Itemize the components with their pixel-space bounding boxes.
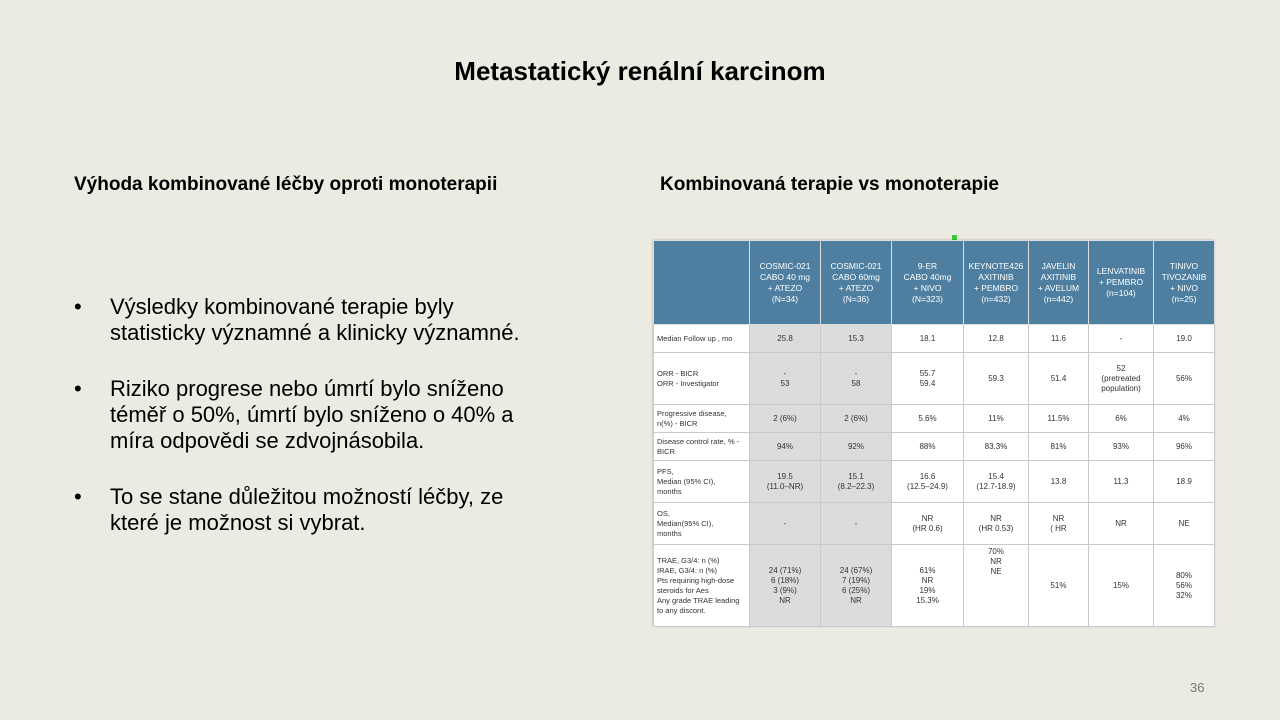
comparison-table [653, 240, 1215, 627]
table-cell: 51.4 [1029, 353, 1089, 405]
table-cell: - [750, 503, 821, 545]
table-cell: 19.0 [1154, 325, 1215, 353]
table-cell: NR ( HR [1029, 503, 1089, 545]
table-cell: 11% [964, 405, 1029, 433]
table-cell: 52 (pretreated population) [1089, 353, 1154, 405]
table-cell: 83.3% [964, 433, 1029, 461]
row-label: OS, Median(95% CI), months [654, 503, 750, 545]
table-header-row [654, 241, 1215, 325]
table-row [654, 503, 1215, 545]
table-cell: 15% [1089, 545, 1154, 627]
table-cell: 18.1 [892, 325, 964, 353]
header-cell: TINIVO TIVOZANIB + NIVO (n=25) [1154, 241, 1215, 325]
page-number: 36 [1190, 680, 1205, 695]
table-row [654, 325, 1215, 353]
table-cell: 24 (71%) 6 (18%) 3 (9%) NR [750, 545, 821, 627]
left-heading: Výhoda kombinované léčby oproti monoterapii [74, 174, 498, 195]
table-cell: 6% [1089, 405, 1154, 433]
table-cell: 16.6 (12.5–24.9) [892, 461, 964, 503]
table-cell: 11.6 [1029, 325, 1089, 353]
table-cell: NE [1154, 503, 1215, 545]
table-cell: 61% NR 19% 15.3% [892, 545, 964, 627]
right-heading: Kombinovaná terapie vs monoterapie [660, 174, 999, 195]
table-cell: 81% [1029, 433, 1089, 461]
table-cell: 24 (67%) 7 (19%) 6 (25%) NR [821, 545, 892, 627]
bullet-item [74, 376, 534, 454]
header-cell: 9-ER CABO 40mg + NIVO (N=323) [892, 241, 964, 325]
header-cell: KEYNOTE426 AXITINIB + PEMBRO (n=432) [964, 241, 1029, 325]
table-cell: 25.8 [750, 325, 821, 353]
table-cell: 70% NR NE [964, 545, 1029, 627]
row-label: Disease control rate, % - BICR [654, 433, 750, 461]
row-label: Progressive disease, n(%) - BICR [654, 405, 750, 433]
table-cell: NR (HR 0.6) [892, 503, 964, 545]
table-row [654, 545, 1215, 627]
table-cell: 4% [1154, 405, 1215, 433]
table-cell: 2 (6%) [821, 405, 892, 433]
table-cell: 19.5 (11.0–NR) [750, 461, 821, 503]
bullet-list [74, 294, 534, 566]
table-cell: 12.8 [964, 325, 1029, 353]
header-cell: COSMIC-021 CABO 40 mg + ATEZO (N=34) [750, 241, 821, 325]
table-cell: - [821, 503, 892, 545]
bullet-item [74, 294, 534, 346]
table-cell: 18.9 [1154, 461, 1215, 503]
table-cell: 11.5% [1029, 405, 1089, 433]
table-cell: - [1089, 325, 1154, 353]
row-label: TRAE, G3/4: n (%) IRAE, G3/4: n (%) Pts requiring high-dose steroids for Aes Any grade TRAE leading to any discont. [654, 545, 750, 627]
table-cell: 15.1 (8.2–22.3) [821, 461, 892, 503]
table-cell: 59.3 [964, 353, 1029, 405]
bullet-icon: • [74, 484, 82, 509]
table-row [654, 353, 1215, 405]
row-label: PFS, Median (95% CI), months [654, 461, 750, 503]
bullet-text: Výsledky kombinované terapie byly statisticky významné a klinicky významné. [110, 294, 520, 345]
table-row [654, 405, 1215, 433]
bullet-icon: • [74, 294, 82, 319]
table-cell: NR [1089, 503, 1154, 545]
table-cell: 92% [821, 433, 892, 461]
header-cell: COSMIC-021 CABO 60mg + ATEZO (N=36) [821, 241, 892, 325]
comparison-table-image [653, 240, 1214, 626]
table-cell: - 58 [821, 353, 892, 405]
bullet-text: To se stane důležitou možností léčby, ze které je možnost si vybrat. [110, 484, 504, 535]
header-cell: LENVATINIB + PEMBRO (n=104) [1089, 241, 1154, 325]
table-cell: 96% [1154, 433, 1215, 461]
header-cell [654, 241, 750, 325]
table-row [654, 461, 1215, 503]
table-cell: 15.4 (12.7-18.9) [964, 461, 1029, 503]
table-cell: 94% [750, 433, 821, 461]
bullet-item [74, 484, 534, 536]
table-cell: - 53 [750, 353, 821, 405]
table-cell: 5.6% [892, 405, 964, 433]
bullet-text: Riziko progrese nebo úmrtí bylo sníženo téměř o 50%, úmrtí bylo sníženo o 40% a míra odpovědi se zdvojnásobila. [110, 376, 514, 453]
bullet-icon: • [74, 376, 82, 401]
row-label: Median Follow up , mo [654, 325, 750, 353]
table-row [654, 433, 1215, 461]
table-cell: 56% [1154, 353, 1215, 405]
table-cell: 13.8 [1029, 461, 1089, 503]
table-cell: 55.7 59.4 [892, 353, 964, 405]
table-cell: 11.3 [1089, 461, 1154, 503]
table-cell: 51% [1029, 545, 1089, 627]
row-label: ORR - BICR ORR - Investigator [654, 353, 750, 405]
table-cell: 80% 56% 32% [1154, 545, 1215, 627]
header-cell: JAVELIN AXITINIB + AVELUM (n=442) [1029, 241, 1089, 325]
table-cell: 93% [1089, 433, 1154, 461]
table-cell: 15.3 [821, 325, 892, 353]
table-cell: 88% [892, 433, 964, 461]
table-cell: 2 (6%) [750, 405, 821, 433]
table-cell: NR (HR 0.53) [964, 503, 1029, 545]
slide-title: Metastatický renální karcinom [454, 56, 826, 86]
